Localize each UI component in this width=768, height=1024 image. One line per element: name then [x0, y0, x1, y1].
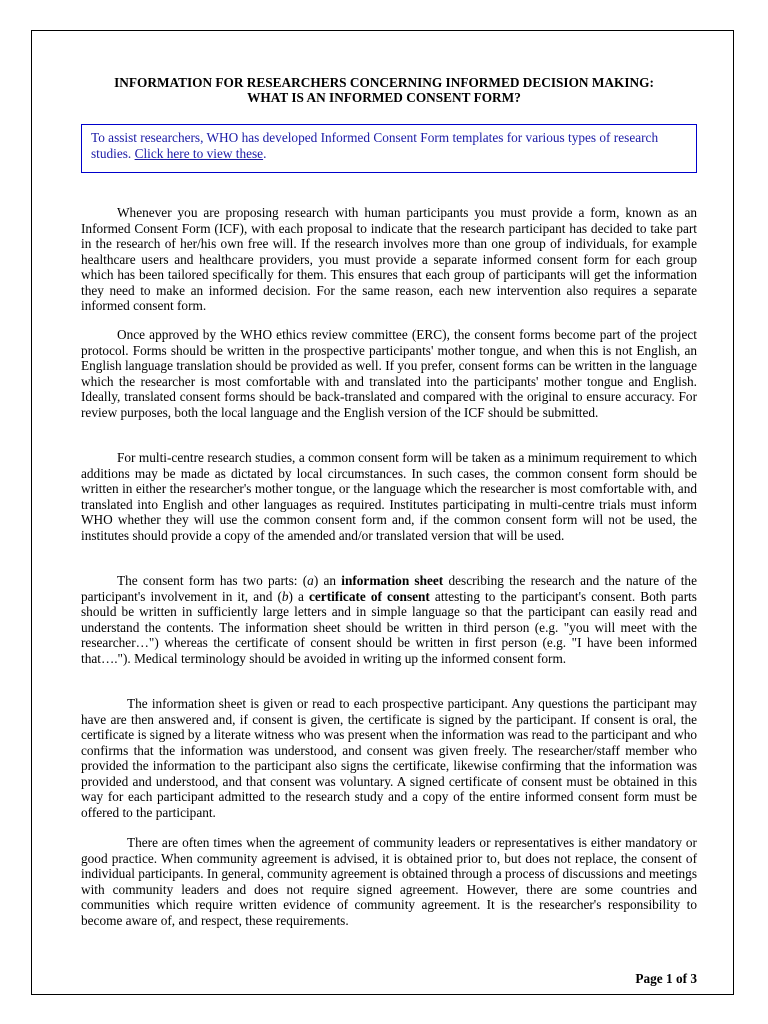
term-certificate-of-consent: certificate of consent — [308, 588, 430, 604]
notice-end: . — [263, 146, 267, 161]
paragraph-erc-approval: Once approved by the WHO ethics review committee (ERC), the consent forms become part of the project protocol. Forms should be written in the prospective participants' mother tongue, and when this is not English, an English language translation should be provided as well. If you prefer, consent forms can be written in the language which the researcher is most comfortable with and translated into the participants' mother tongue and English. Ideally, translated consent forms should be back-translated and compared with the original to ensure accuracy. For review purposes, both the local language and the English version of the ICF should be submitted. — [81, 327, 697, 420]
document-title — [70, 75, 698, 105]
paragraph-information-sheet: The information sheet is given or read to each prospective participant. Any questions the participant may have are then answered and, if consent is given, the certificate is signed by the participant. If consent is oral, the certificate is signed by a literate witness who was present when the information was read to the participant and who confirms that the information was understood, and consent was given freely. The researcher/staff member who provided the information to the participant also signs the certificate, likewise confirming that the information was provided and understood, and that consent was voluntary. A signed certificate of consent must be obtained in this way for each participant admitted to the research study and a copy of the entire informed consent form must be offered to the participant. — [81, 696, 697, 820]
paragraph-icf-intro: Whenever you are proposing research with human participants you must provide a form, known as an Informed Consent Form (ICF), with each proposal to indicate that the research participant has decided to take part in the research of her/his own free will. If the research involves more than one group of individuals, for example healthcare users and healthcare providers, you must provide a separate informed consent form for each group which has been tailored specifically for them. This ensures that each group of participants will get the information they need to make an informed decision. For the same reason, each new intervention also requires a separate informed consent form. — [81, 205, 697, 313]
templates-notice-box — [81, 124, 697, 173]
term-information-sheet: information sheet — [341, 573, 444, 588]
paragraph-multi-centre: For multi-centre research studies, a common consent form will be taken as a minimum requirement to which additions may be made as dictated by local circumstances. In such cases, the common consent form should be written in either the researcher's mother tongue, or the language which the researcher is most comfortable with, and translated into English and other languages as required. Institutes participating in multi-centre trials must inform WHO whether they will use the common consent form and, if the common consent form will not be used, the institutes should provide a copy of the amended and/or translated version that will be used. — [81, 450, 697, 543]
title-line-2: WHAT IS AN INFORMED CONSENT FORM? — [247, 90, 521, 105]
title-line-1: INFORMATION FOR RESEARCHERS CONCERNING INFORMED DECISION MAKING: — [114, 75, 654, 90]
paragraph-community-agreement: There are often times when the agreement of community leaders or representatives is either mandatory or good practice. When community agreement is advised, it is obtained prior to, but does not replace, the consent of individual participants. In general, community agreement is obtained through a process of discussions and meetings with community leaders and does not require signed agreement. However, there are some countries and communities which require written evidence of community agreement. It is the researcher's responsibility to become aware of, and respect, these requirements. — [81, 835, 697, 928]
notice-text: To assist researchers, WHO has developed Informed Consent Form templates for various types of research studies. — [91, 130, 659, 161]
paragraph-two-parts: The consent form has two parts: (a) an information sheet describing the research and the nature of the participant's involvement in it, and (b) a certificate of consent attesting to the participant's consent. Both parts should be written in sufficiently large letters and in simple language so that the participant can easily read and understand the contents. The information sheet should be written in third person (e.g. "you will meet with the researcher…") whereas the certificate of consent should be written in first person (e.g. "I have been informed that…."). Medical terminology should be avoided in writing up the informed consent form. — [81, 573, 697, 666]
view-templates-link[interactable]: Click here to view these — [134, 146, 264, 161]
page-number: Page 1 of 3 — [635, 971, 697, 986]
